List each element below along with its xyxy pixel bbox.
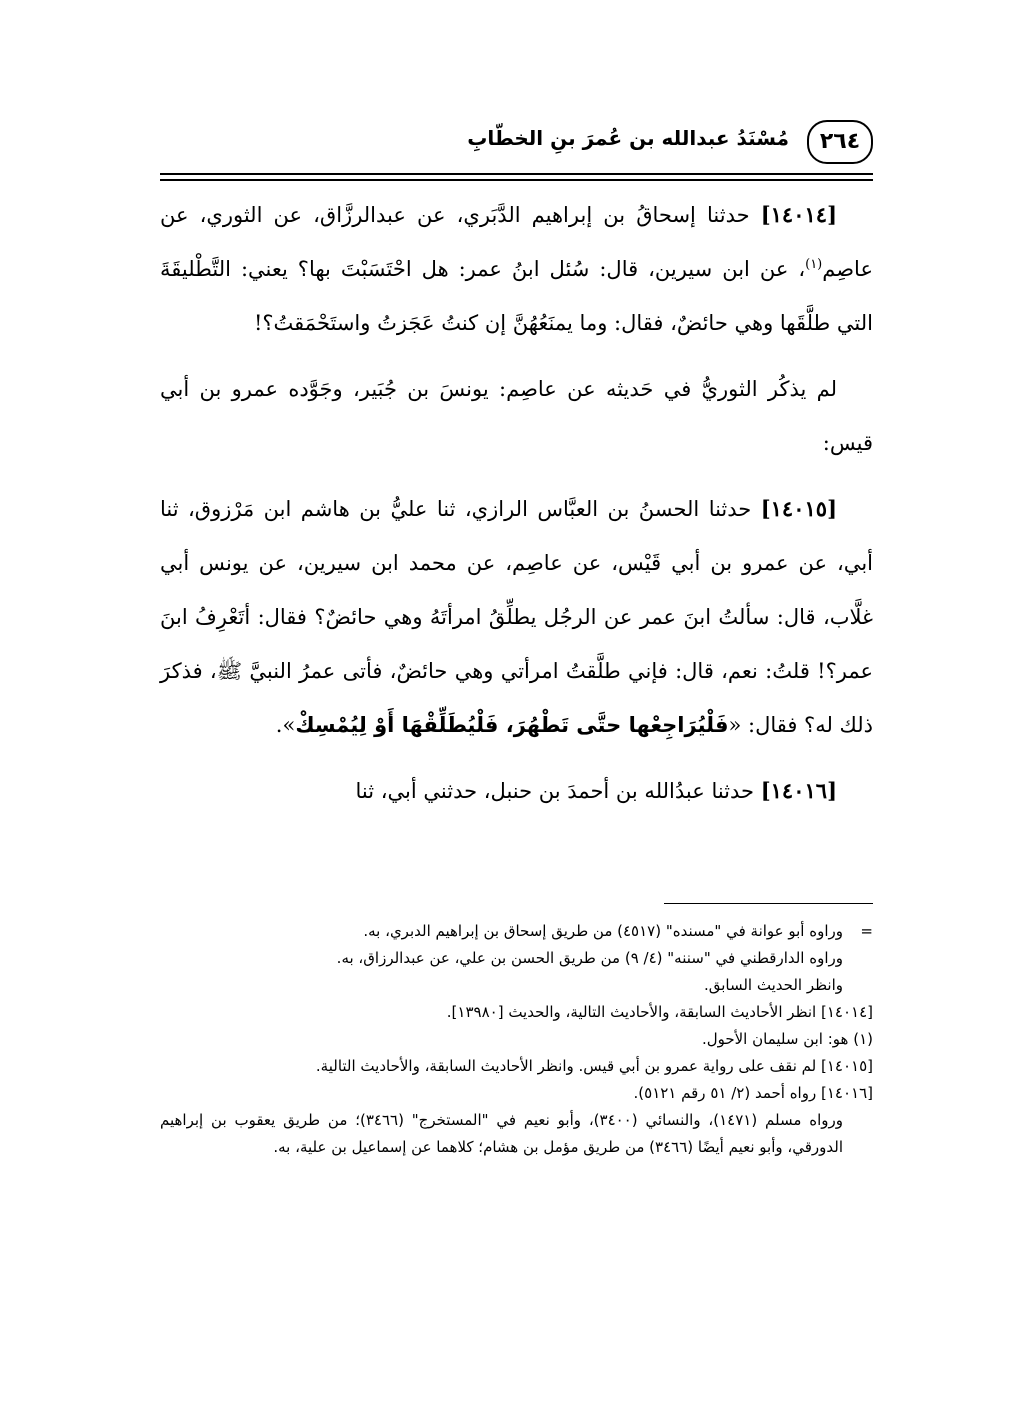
footnote-line: [١٤٠١٥] لم نقف على رواية عمرو بن أبي قيس. وانظر الأحاديث السابقة، والأحاديث التالية. [315, 1057, 873, 1075]
hadith-paragraph-14016 [160, 764, 873, 818]
commentary-paragraph [160, 362, 873, 470]
footnote-line: وراوه الدارقطني في "سننه" (٤/ ٩) من طريق الحسن بن علي، عن عبدالرزاق، به. [336, 949, 843, 967]
prophetic-saying: فَلْيُرَاجِعْها حتَّى تَطْهُرَ، فَلْيُطَلِّقْهَا أَوْ لِيُمْسِكْ [295, 713, 729, 737]
paragraph-text: ، عن ابن سيرين، قال: سُئل ابنُ عمر: هل احْتَسَبْتَ بها؟ يعني: التَّطْليقَةَ التي طلَّقَها وهي حائضٌ، فقال: وما يمنَعُهُنَّ إن كنتُ عَجَزتُ واستَحْمَقتُ؟! [160, 257, 873, 335]
running-header [160, 118, 873, 170]
paragraph-text: لم يذكُر الثوريُّ في حَديثه عن عاصِم: يونسَ بن جُبَير، وجَوَّده عمرو بن أبي قيس: [160, 377, 873, 455]
main-text [160, 188, 873, 830]
hadith-paragraph-14015 [160, 482, 873, 752]
header-rule-thin [160, 179, 873, 181]
footnote-line: ورواه مسلم (١٤٧١)، والنسائي (٣٤٠٠)، وأبو نعيم في "المستخرج" (٣٤٦٦)؛ من طريق يعقوب بن إبراهيم الدورقي، وأبو نعيم أيضًا (٣٤٦٦) من طريق مؤمل بن هشام؛ كلاهما عن إسماعيل بن علية، به. [160, 1111, 844, 1156]
footnotes [160, 918, 873, 1161]
paragraph-text: حدثنا عبدُالله بن أحمدَ بن حنبل، حدثني أبي، ثنا [355, 779, 761, 803]
footnote-separator [664, 903, 873, 904]
paragraph-text: حدثنا الحسنُ بن العبَّاس الرازي، ثنا عليُّ بن هاشم ابن مَرْزوق، ثنا أبي، عن عمرو بن أبي قَيْس، عن عاصِم، عن محمد ابن سيرين، عن يونس أبي غلَّاب، قال: سألتُ ابنَ عمر عن الرجُل يطلِّقُ امرأتَهُ وهي حائضٌ؟ فقال: أتَعْرِفُ ابنَ عمر؟! قلتُ: نعم، قال: فإني طلَّقتُ امرأتي وهي حائضٌ، فأتى عمرُ النبيَّ ﷺ، فذكرَ ذلك له؟ فقال: « [160, 497, 873, 737]
hadith-number: [١٤٠١٥] [760, 496, 837, 521]
continuation-mark: = [860, 922, 873, 940]
paragraph-text: حدثنا إسحاقُ بن إبراهيم الدَّبَري، عن عبدالرزَّاق، عن الثوري، عن عاصِم [160, 203, 873, 281]
footnote-line: [١٤٠١٤] انظر الأحاديث السابقة، والأحاديث التالية، والحديث [١٣٩٨٠]. [446, 1003, 873, 1021]
hadith-number: [١٤٠١٤] [760, 202, 837, 227]
footnote-line: = وراوه أبو عوانة في "مسنده" (٤٥١٧) من طريق إسحاق بن إبراهيم الدبري، به. [160, 918, 873, 945]
footnote-line: (١) هو: ابن سليمان الأحول. [701, 1030, 873, 1048]
quote-close: ». [275, 713, 296, 737]
footnote-line: وانظر الحديث السابق. [703, 976, 843, 994]
page-number: ٢٦٤ [807, 120, 873, 164]
header-rule-thick [160, 173, 873, 175]
hadith-number: [١٤٠١٦] [760, 778, 837, 803]
footnote-ref: (١) [805, 257, 823, 272]
running-title: مُسْنَدُ عبدالله بن عُمرَ بنِ الخطّابِ [467, 126, 789, 150]
footnote-line: [١٤٠١٦] رواه أحمد (٢/ ٥١ رقم ٥١٢١). [633, 1084, 873, 1102]
hadith-paragraph-14014 [160, 188, 873, 350]
